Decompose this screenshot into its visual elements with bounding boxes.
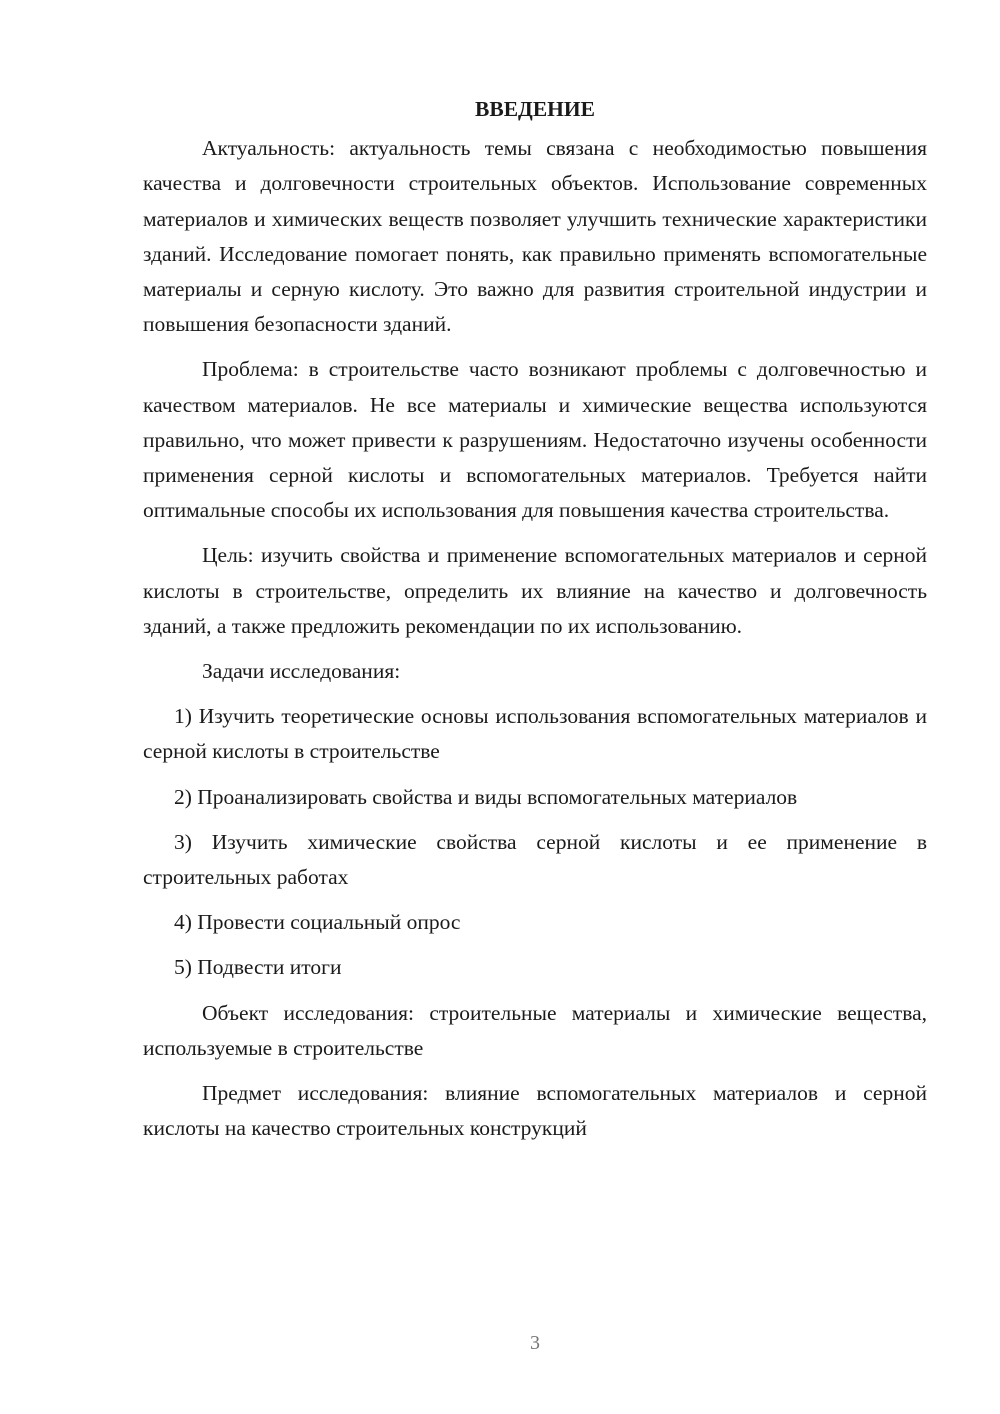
- relevance-paragraph: Актуальность: актуальность темы связана с необходимостью повышения качества и долговечности строительных объектов. Использование современных материалов и химических веществ позволяет улучшить технические характеристики зданий. Исследование помогает понять, как правильно применять вспомогательные материалы и серную кислоту. Это важно для развития строительной индустрии и повышения безопасности зданий.: [143, 136, 927, 337]
- goal-paragraph: Цель: изучить свойства и применение вспомогательных материалов и серной кислоты в строительстве, определить их влияние на качество и долговечность зданий, а также предложить рекомендации по их использованию.: [143, 543, 927, 638]
- object-paragraph: Объект исследования: строительные материалы и химические вещества, используемые в строительстве: [143, 1000, 927, 1060]
- task-item-2: 2) Проанализировать свойства и виды вспомогательных материалов: [174, 784, 798, 809]
- section-heading: ВВЕДЕНИЕ: [475, 97, 595, 121]
- tasks-list: [143, 699, 927, 985]
- page-number: 3: [530, 1332, 540, 1354]
- subject-paragraph: Предмет исследования: влияние вспомогательных материалов и серной кислоты на качество строительных конструкций: [143, 1081, 927, 1141]
- task-item-1: 1) Изучить теоретические основы использования вспомогательных материалов и серной кислоты в строительстве: [143, 704, 927, 764]
- task-item-5: 5) Подвести итоги: [174, 955, 342, 980]
- task-item-4: 4) Провести социальный опрос: [174, 910, 461, 935]
- problem-paragraph: Проблема: в строительстве часто возникают проблемы с долговечностью и качеством материалов. Не все материалы и химические вещества используются правильно, что может привести к разрушениям. Недостаточно изучены особенности применения серной кислоты и вспомогательных материалов. Требуется найти оптимальные способы их использования для повышения качества строительства.: [143, 357, 927, 523]
- tasks-heading: Задачи исследования:: [202, 659, 401, 684]
- page-content: [143, 92, 927, 1156]
- task-item-3: 3) Изучить химические свойства серной кислоты и ее применение в строительных работах: [143, 829, 927, 890]
